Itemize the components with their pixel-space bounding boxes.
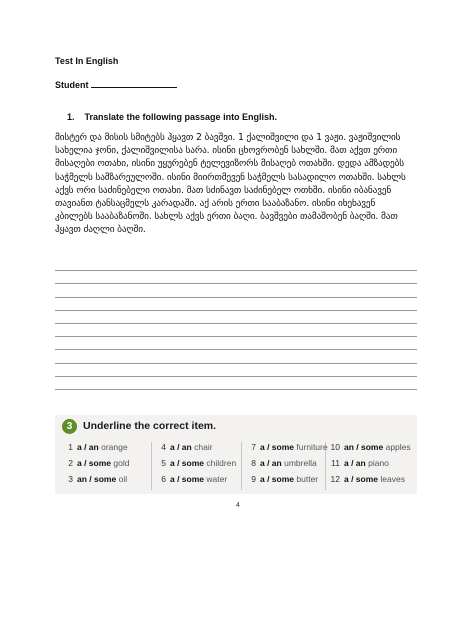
item-options[interactable]: an / some	[77, 474, 117, 484]
exercise-item[interactable]	[62, 442, 128, 452]
exercise-row	[62, 474, 414, 490]
student-name-blank[interactable]	[91, 79, 177, 88]
item-options[interactable]: a / some	[170, 458, 205, 468]
item-options[interactable]: a / some	[344, 474, 379, 484]
exercise-item[interactable]	[245, 442, 328, 452]
answer-line[interactable]	[55, 337, 417, 350]
item-word: gold	[113, 458, 130, 468]
passage-line: ჰყავთ ძაღლი ბაღში.	[55, 224, 146, 236]
item-options[interactable]: a / an	[170, 442, 192, 452]
answer-line[interactable]	[55, 271, 417, 284]
answer-line[interactable]	[55, 298, 417, 311]
exercise-number-badge: 3	[62, 419, 77, 434]
item-word: butter	[296, 474, 319, 484]
item-number: 1	[68, 442, 73, 452]
passage-line: კბილებს სააბაზანოში. სახლს აქვს ერთი ბაღი. ბავშვები თამაშობენ ბაღში. მათ	[55, 211, 398, 223]
exercise-row	[62, 442, 414, 458]
item-number: 6	[161, 474, 166, 484]
item-word: apples	[385, 442, 411, 452]
question-1-text: Translate the following passage into English.	[84, 112, 278, 122]
item-word: leaves	[380, 474, 405, 484]
item-number: 7	[251, 442, 256, 452]
item-word: furniture	[296, 442, 328, 452]
exercise-item[interactable]	[155, 442, 213, 452]
answer-line[interactable]	[55, 350, 417, 363]
item-options[interactable]: a / an	[260, 458, 282, 468]
exercise-row	[62, 458, 414, 474]
exercise-item[interactable]	[329, 474, 405, 484]
exercise-item[interactable]	[62, 474, 127, 484]
item-options[interactable]: a / some	[260, 442, 295, 452]
item-number: 9	[251, 474, 256, 484]
exercise-item[interactable]	[155, 458, 236, 468]
exercise-item[interactable]	[62, 458, 129, 468]
georgian-passage	[55, 131, 425, 237]
exercise-image	[55, 415, 417, 494]
answer-line[interactable]	[55, 258, 417, 271]
item-number: 12	[330, 474, 340, 484]
item-word: children	[206, 458, 237, 468]
test-title: Test In English	[55, 56, 119, 66]
exercise-item[interactable]	[155, 474, 227, 484]
item-number: 4	[161, 442, 166, 452]
item-options[interactable]: a / an	[344, 458, 366, 468]
exercise-title: Underline the correct item.	[83, 420, 217, 432]
exercise-item[interactable]	[329, 458, 389, 468]
page-number: 4	[236, 502, 240, 509]
passage-line: სახელია ჯონი, ქალიშვილისა სარა. ისინი ცხოვრობენ სახლში. მათ აქვთ ერთი	[55, 145, 398, 157]
item-options[interactable]: a / some	[260, 474, 295, 484]
passage-line: მისაღები ოთახი, ისინი უყურებენ ტელევიზორს მისაღებ ოთახში. დედა ამზადებს	[55, 158, 404, 170]
exercise-item[interactable]	[329, 442, 411, 452]
item-word: oil	[118, 474, 128, 484]
item-word: umbrella	[284, 458, 317, 468]
exercise-item[interactable]	[245, 474, 318, 484]
item-number: 5	[161, 458, 166, 468]
exercise-grid	[62, 442, 414, 490]
question-1	[67, 112, 277, 122]
answer-line[interactable]	[55, 311, 417, 324]
item-word: piano	[368, 458, 389, 468]
answer-line[interactable]	[55, 377, 417, 390]
item-number: 8	[251, 458, 256, 468]
item-word: chair	[194, 442, 213, 452]
item-number: 11	[331, 458, 340, 468]
item-word: orange	[101, 442, 128, 452]
answer-line[interactable]	[55, 364, 417, 377]
question-1-number: 1.	[67, 112, 75, 122]
item-number: 3	[68, 474, 73, 484]
passage-line: საჭმელს სამზარეულოში. ისინი მიირთმევენ საჭმელს სასადილო ოთახში. სახლს	[55, 171, 406, 183]
passage-line: აქვს ორი საძინებელი ოთახი. მათ სძინავთ საძინებელ ოთხში. ისინი იბანავენ	[55, 184, 392, 196]
exercise-item[interactable]	[245, 458, 317, 468]
answer-line[interactable]	[55, 324, 417, 337]
item-word: water	[206, 474, 228, 484]
student-label: Student	[55, 80, 89, 90]
item-options[interactable]: an / some	[344, 442, 384, 452]
item-options[interactable]: a / an	[77, 442, 99, 452]
item-number: 2	[68, 458, 73, 468]
passage-line: თავიანთ ტანსაცმელს კარადაში. აქ არის ერთი სააბაზანო. ისინი იხეხავენ	[55, 198, 376, 210]
item-number: 10	[330, 442, 340, 452]
exercise-header	[55, 415, 417, 436]
answer-lines[interactable]	[55, 258, 417, 390]
item-options[interactable]: a / some	[77, 458, 112, 468]
student-field	[55, 79, 177, 90]
item-options[interactable]: a / some	[170, 474, 205, 484]
answer-line[interactable]	[55, 284, 417, 297]
passage-line: მისტერ და მისის სმიტებს ჰყავთ 2 ბავშვი. 1 ქალიშვილი და 1 ვაჟი. ვაჟიშვილის	[55, 132, 401, 143]
